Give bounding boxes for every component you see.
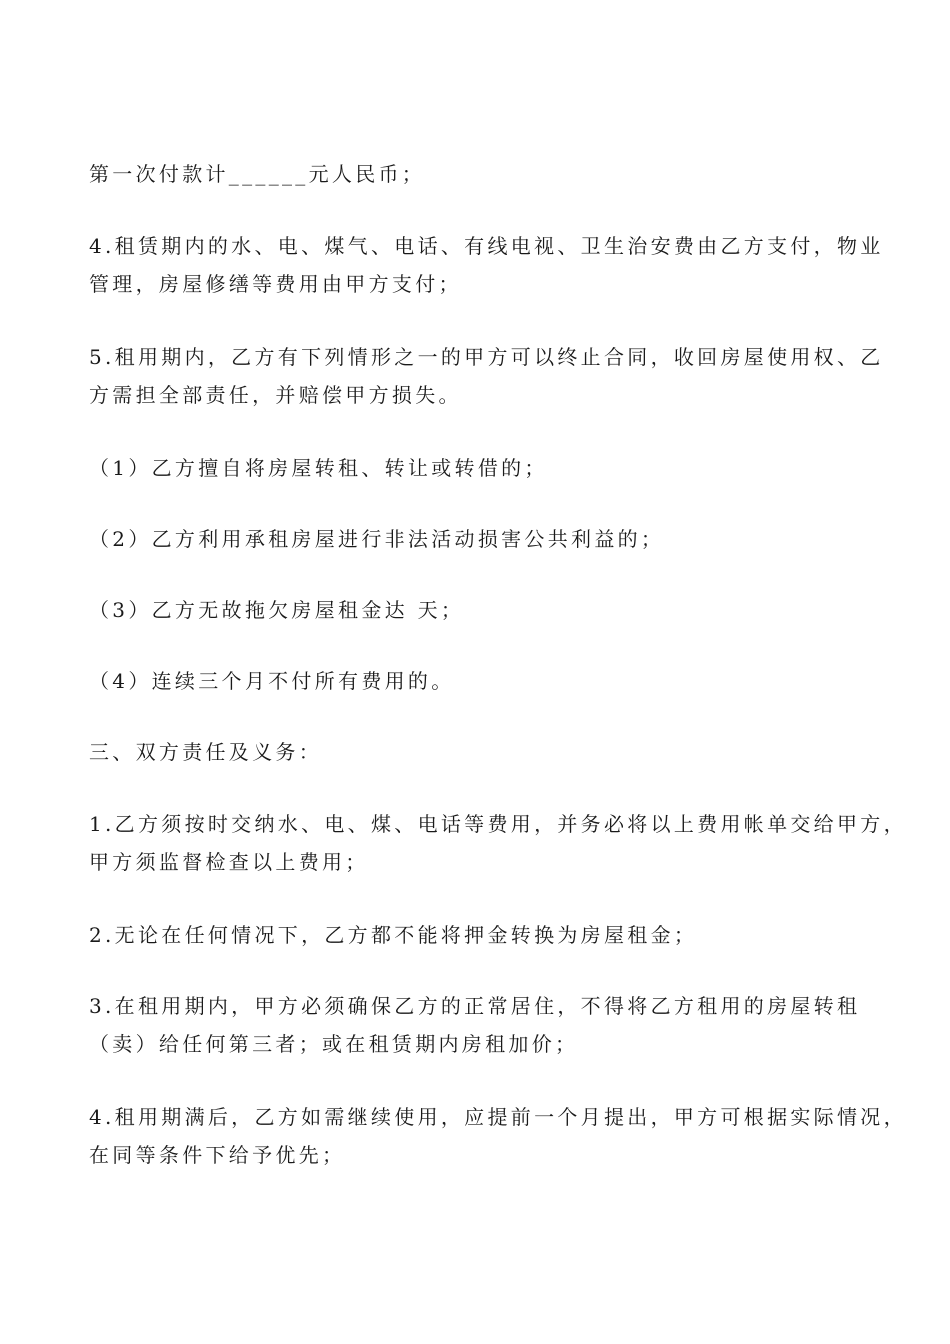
text-line: 4.租用期满后，乙方如需继续使用，应提前一个月提出，甲方可根据实际情况， bbox=[89, 1105, 907, 1129]
text-line: （4）连续三个月不付所有费用的。 bbox=[89, 669, 455, 693]
text-line: 第一次付款计______元人民币； bbox=[89, 162, 426, 186]
text-line: 三、双方责任及义务： bbox=[89, 740, 322, 764]
text-line: 方需担全部责任，并赔偿甲方损失。 bbox=[89, 383, 462, 407]
paragraph-duty-3 bbox=[89, 987, 864, 1063]
text-line: （1）乙方擅自将房屋转租、转让或转借的； bbox=[89, 456, 548, 480]
paragraph-item-2 bbox=[89, 520, 864, 558]
paragraph-item-1 bbox=[89, 449, 864, 487]
text-line: 4.租赁期内的水、电、煤气、电话、有线电视、卫生治安费由乙方支付，物业 bbox=[89, 234, 884, 258]
text-line: 在同等条件下给予优先； bbox=[89, 1143, 346, 1167]
paragraph-clause-4-utilities bbox=[89, 227, 884, 303]
text-line: 5.租用期内，乙方有下列情形之一的甲方可以终止合同，收回房屋使用权、乙 bbox=[89, 345, 884, 369]
text-line: （3）乙方无故拖欠房屋租金达 天； bbox=[89, 598, 465, 622]
text-line: （卖）给任何第三者；或在租赁期内房租加价； bbox=[89, 1032, 579, 1056]
paragraph-item-4 bbox=[89, 662, 864, 700]
paragraph-item-3 bbox=[89, 591, 864, 629]
paragraph-duty-1 bbox=[89, 805, 907, 881]
text-line: （2）乙方利用承租房屋进行非法活动损害公共利益的； bbox=[89, 527, 665, 551]
paragraph-clause-5-termination bbox=[89, 338, 884, 414]
text-line: 甲方须监督检查以上费用； bbox=[89, 850, 369, 874]
text-line: 2.无论在任何情况下，乙方都不能将押金转换为房屋租金； bbox=[89, 923, 698, 947]
text-line: 管理，房屋修缮等费用由甲方支付； bbox=[89, 272, 462, 296]
text-line: 3.在租用期内，甲方必须确保乙方的正常居住，不得将乙方租用的房屋转租 bbox=[89, 994, 861, 1018]
paragraph-duty-2 bbox=[89, 916, 864, 954]
paragraph-duty-4 bbox=[89, 1098, 907, 1174]
section-heading-3 bbox=[89, 733, 864, 771]
paragraph-first-payment bbox=[89, 155, 864, 193]
text-line: 1.乙方须按时交纳水、电、煤、电话等费用，并务必将以上费用帐单交给甲方， bbox=[89, 812, 907, 836]
